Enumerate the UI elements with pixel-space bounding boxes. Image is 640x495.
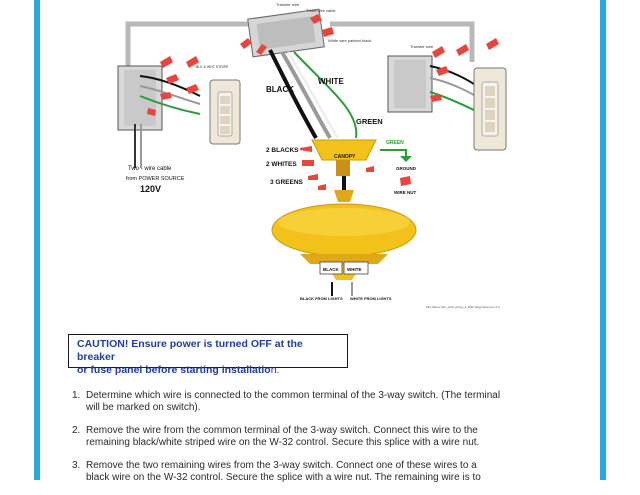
label-transfer-wire-right: Transfer wire	[410, 44, 434, 49]
label-three-greens: 3 GREENS	[270, 179, 303, 186]
label-green: GREEN	[356, 117, 383, 126]
step-item	[72, 390, 502, 414]
step-text: Remove the wire from the common terminal of the 3-way switch. Connect this wire to the remaining black/white striped wire on the W-32 control. Secure this splice with a wire nut.	[86, 425, 480, 448]
right-w32-control	[474, 68, 506, 150]
label-wire-nut: WIRE NUT	[394, 190, 417, 195]
top-junction-box	[240, 9, 334, 57]
caution-line-2	[77, 364, 339, 377]
label-two-whites: 2 WHITES	[266, 161, 297, 168]
label-blk-wht-stripe: BLK & WHT STRIPE	[196, 65, 229, 69]
diagram-file-caption: File Name: [fan_w32_wiring_3_WAY.dwg] sheet rev 4.0	[426, 305, 500, 309]
label-two-blacks: 2 BLACKS	[266, 147, 299, 154]
left-w32-control	[210, 80, 240, 144]
green-wire	[294, 52, 356, 138]
label-light-black: BLACK	[323, 267, 339, 272]
label-white: WHITE	[318, 77, 344, 86]
black-wire	[270, 50, 316, 138]
label-light-white: WHITE	[347, 267, 362, 272]
label-ground: GROUND	[396, 166, 416, 171]
left-switch-box	[118, 56, 200, 168]
label-from-power-source: from POWER SOURCE	[126, 176, 185, 182]
step-number: 2.	[72, 425, 81, 436]
label-white-from-lights: WHITE FROM LIGHTS	[350, 296, 392, 301]
label-white-wire-painted-black: White wire painted black	[328, 38, 372, 43]
label-three-wire-cable: Three wire cable	[306, 8, 336, 13]
caution-line-2-tail: n.	[270, 364, 280, 376]
label-transfer-wire-top: Transfer wire	[276, 2, 300, 7]
step-item	[72, 425, 502, 449]
caution-line-1: CAUTION! Ensure power is turned OFF at the breaker	[77, 338, 303, 363]
step-number: 1.	[72, 390, 81, 401]
instruction-steps	[72, 390, 502, 495]
label-green-small: GREEN	[386, 140, 404, 146]
step-text: Determine which wire is connected to the common terminal of the 3-way switch. (The terminal will be marked on switch).	[86, 390, 501, 413]
label-two-wire-cable: Two - wire cable	[128, 166, 172, 172]
label-canopy: CANOPY	[334, 154, 356, 160]
label-voltage: 120V	[140, 184, 162, 194]
caution-line-2-bold: or fuse panel before starting installatio	[77, 364, 271, 376]
step-text: Remove the two remaining wires from the 3-way switch. Connect one of these wires to a black wire on the W-32 control. Secure the splice with a wire nut. The remaining wire is to	[86, 460, 481, 483]
caution-box	[68, 334, 348, 376]
label-black-from-lights: BLACK FROM LIGHTS	[300, 296, 343, 301]
step-item	[72, 460, 502, 484]
label-black: BLACK	[266, 85, 294, 94]
step-number: 3.	[72, 460, 81, 471]
